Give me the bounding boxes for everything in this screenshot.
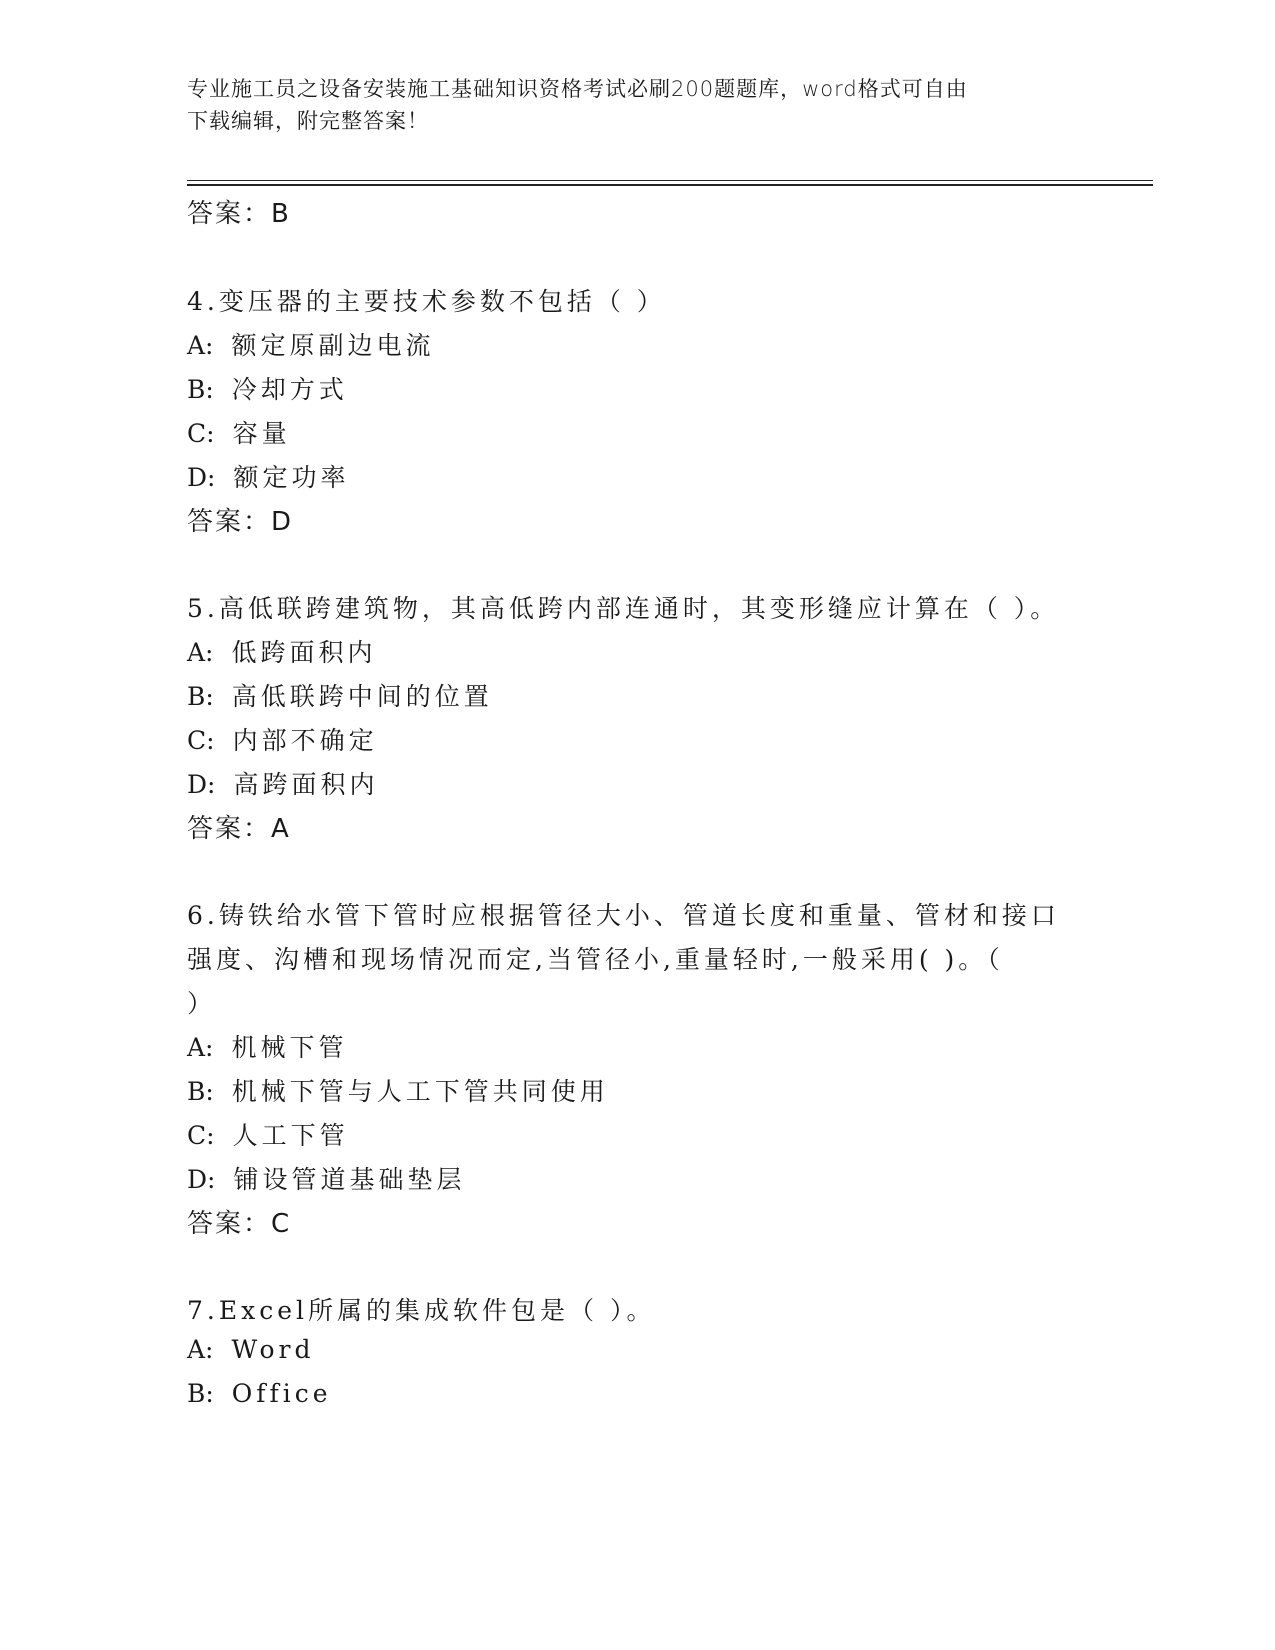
question-6-stem-line-2: 强度、沟槽和现场情况而定,当管径小,重量轻时,一般采用( )。（ <box>187 945 1004 974</box>
answer-q5: 答案：A <box>187 814 291 844</box>
question-4-option-a <box>187 326 435 362</box>
document-header <box>187 73 1087 137</box>
option-label: B: <box>187 1379 214 1408</box>
header-line-2: 下载编辑，附完整答案！ <box>187 109 429 133</box>
answer-q6: 答案：C <box>187 1209 292 1239</box>
option-label: C: <box>187 726 215 755</box>
option-label: C: <box>187 419 215 448</box>
option-label: D: <box>187 770 216 799</box>
option-text: 机械下管与人工下管共同使用 <box>231 1077 609 1106</box>
option-label: B: <box>187 375 214 404</box>
question-6-option-c <box>187 1116 349 1152</box>
option-label: D: <box>187 1165 216 1194</box>
option-text: 机械下管 <box>231 1033 348 1062</box>
option-text: 容量 <box>232 419 291 448</box>
question-7-option-a <box>187 1335 315 1364</box>
question-4-stem: 4.变压器的主要技术参数不包括（ ） <box>187 287 666 316</box>
question-6-option-b <box>187 1072 609 1108</box>
option-text: Word <box>231 1335 315 1364</box>
question-6-option-a <box>187 1028 348 1064</box>
option-label: C: <box>187 1121 215 1150</box>
question-6-option-d <box>187 1160 465 1196</box>
option-text: 额定原副边电流 <box>231 331 435 360</box>
question-4-option-c <box>187 414 291 450</box>
option-text: 额定功率 <box>233 463 350 492</box>
option-text: 铺设管道基础垫层 <box>233 1165 466 1194</box>
option-label: A: <box>187 1033 214 1062</box>
option-label: A: <box>187 638 214 667</box>
option-label: B: <box>187 1077 214 1106</box>
header-line-1: 专业施工员之设备安装施工基础知识资格考试必刷200题题库，word格式可自由 <box>187 77 968 101</box>
question-7-stem: 7.Excel所属的集成软件包是（ ）。 <box>187 1296 656 1325</box>
question-6-stem-line-3: ） <box>187 989 217 1018</box>
question-4-option-b <box>187 370 348 406</box>
option-text: 内部不确定 <box>232 726 378 755</box>
question-4-option-d <box>187 458 349 494</box>
option-label: D: <box>187 463 216 492</box>
question-7-option-b <box>187 1379 332 1408</box>
option-text: 冷却方式 <box>231 375 348 404</box>
option-text: 人工下管 <box>232 1121 349 1150</box>
option-text: 高低联跨中间的位置 <box>231 682 493 711</box>
option-text: 低跨面积内 <box>231 638 377 667</box>
option-text: Office <box>231 1379 332 1408</box>
header-divider-thin <box>187 180 1153 181</box>
question-5-stem: 5.高低联跨建筑物，其高低跨内部连通时，其变形缝应计算在（ ）。 <box>187 594 1060 623</box>
option-label: A: <box>187 331 214 360</box>
question-5-option-c <box>187 721 378 757</box>
option-label: B: <box>187 682 214 711</box>
option-label: A: <box>187 1335 214 1364</box>
header-divider-thick <box>187 184 1153 186</box>
question-5-option-d <box>187 765 378 801</box>
answer-q3: 答案：B <box>187 199 291 229</box>
answer-q4: 答案：D <box>187 507 294 537</box>
question-5-option-b <box>187 677 493 713</box>
question-6-stem-line-1: 6.铸铁给水管下管时应根据管径大小、管道长度和重量、管材和接口 <box>187 901 1060 930</box>
option-text: 高跨面积内 <box>233 770 379 799</box>
question-5-option-a <box>187 633 377 669</box>
